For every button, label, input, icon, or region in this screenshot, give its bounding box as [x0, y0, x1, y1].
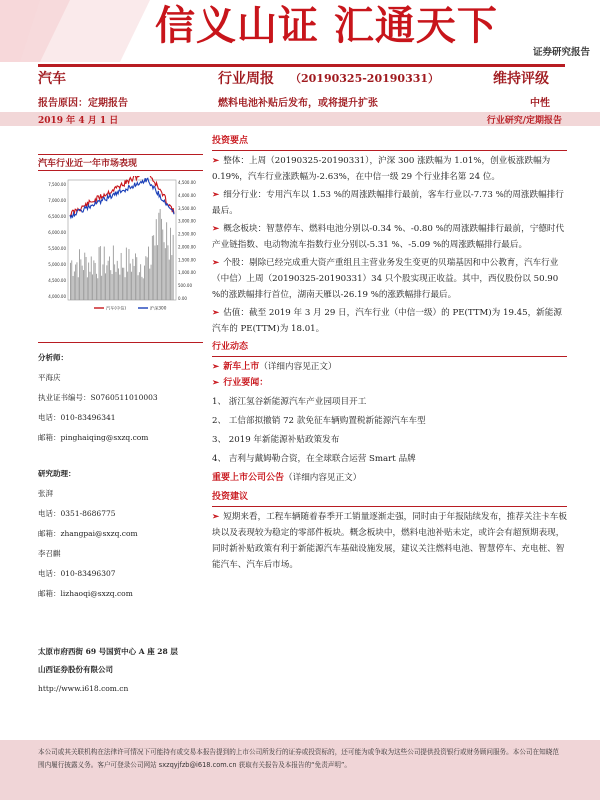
company-address: 太原市府西街 69 号国贸中心 A 座 28 层 — [38, 647, 178, 656]
volume-bar — [100, 246, 101, 300]
volume-bar — [95, 263, 96, 300]
y-left-tick: 4,000.00 — [48, 294, 66, 299]
volume-bar — [90, 272, 91, 300]
volume-bar — [104, 247, 105, 300]
y-right-tick: 2,500.00 — [178, 231, 196, 237]
assistant1-name: 张湃 — [38, 489, 53, 498]
assistant1-phone: 电话：0351-8686775 — [38, 509, 116, 518]
volume-bar — [134, 266, 135, 300]
volume-bar — [119, 275, 120, 300]
volume-bar — [108, 261, 109, 300]
header-rule — [38, 64, 565, 67]
volume-bar — [70, 263, 71, 300]
section-industry-news: 行业动态 — [212, 342, 249, 352]
volume-bar — [82, 266, 83, 300]
volume-bar — [158, 213, 159, 300]
volume-bar — [88, 263, 89, 300]
bullet-overall: ➢ 整体：上周（20190325-20190331），沪深 300 涨跌幅为 1.01%，创业板涨跌幅为 0.19%，汽车行业涨跌幅为-2.63%，在中信一级 29 个行业排名第 24 位。 — [212, 156, 551, 182]
y-right-tick: 4,000.00 — [178, 192, 196, 198]
assistant1-email[interactable]: 邮箱：zhangpai@sxzq.com — [38, 529, 138, 538]
company-name: 山西证券股份有限公司 — [38, 665, 113, 674]
volume-bar — [110, 270, 111, 300]
volume-bar — [131, 272, 132, 300]
volume-bar — [169, 260, 170, 300]
y-right-tick: 0.00 — [178, 296, 187, 301]
volume-bar — [153, 235, 154, 300]
bullet-valuation: ➢ 估值：截至 2019 年 3 月 29 日，汽车行业（中信一级）的 PE(TTM)为 19.45，新能源汽车的 PE(TTM)为 18.01。 — [212, 308, 562, 334]
volume-bar — [138, 275, 139, 300]
volume-bar — [97, 278, 98, 300]
volume-bar — [126, 248, 127, 300]
volume-bar — [101, 276, 102, 300]
new-car-link[interactable]: 新车上市 — [223, 362, 260, 372]
volume-bar — [164, 242, 165, 300]
volume-bar — [106, 265, 107, 300]
volume-bar — [170, 228, 171, 300]
y-left-tick: 7,000.00 — [48, 198, 66, 203]
volume-bar — [136, 257, 137, 300]
y-left-tick: 5,500.00 — [48, 246, 66, 251]
assistant2-phone: 电话：010-83496307 — [38, 569, 116, 578]
market-performance-chart — [38, 176, 206, 326]
bullet-stocks: ➢ 个股：剔除已经完成重大资产重组且主营业务发生变更的贝瑞基因和中公教育，汽车行业（中信）上周（20190325-20190331）34 只个股实现正收益。其中，西仪股份以 50.90 %的涨跌幅排行首位，湖南天雁以-26.19 %的涨跌幅排行最后。 — [212, 258, 559, 300]
assistant2-name: 李召麒 — [38, 549, 61, 558]
arrow-icon: ➢ — [212, 362, 220, 372]
section-rule — [212, 506, 567, 507]
y-right-tick: 3,000.00 — [178, 218, 196, 224]
assistant2-email[interactable]: 邮箱：lizhaoqi@sxzq.com — [38, 589, 133, 598]
analyst-rule — [38, 342, 203, 343]
volume-bar — [162, 230, 163, 300]
arrow-icon: ➢ — [212, 378, 220, 388]
volume-bar — [84, 253, 85, 300]
arrow-icon: ➢ — [212, 224, 220, 234]
y-right-tick: 1,500.00 — [178, 257, 196, 263]
volume-bar — [129, 249, 130, 300]
arrow-icon: ➢ — [212, 190, 220, 200]
y-left-tick: 5,000.00 — [48, 262, 66, 267]
volume-bar — [75, 264, 76, 300]
volume-bar — [91, 256, 92, 300]
industry-name: 汽车 — [38, 71, 66, 87]
brand-slogan: 信义山证 汇通天下 — [155, 3, 498, 49]
volume-bar — [93, 260, 94, 300]
volume-bar — [114, 264, 115, 300]
rating-label: 维持评级 — [493, 71, 549, 87]
volume-bar — [112, 274, 113, 300]
volume-bar — [147, 257, 148, 300]
volume-bar — [73, 276, 74, 300]
volume-bar — [79, 249, 80, 300]
volume-bar — [74, 271, 75, 300]
chart-top-rule — [38, 154, 203, 155]
arrow-icon: ➢ — [212, 258, 220, 268]
volume-bar — [117, 261, 118, 300]
volume-bar — [96, 274, 97, 300]
y-left-tick: 4,500.00 — [48, 278, 66, 283]
analyst-license: 执业证书编号：S0760511010003 — [38, 393, 158, 402]
report-date: 2019 年 4 月 1 日 — [38, 116, 119, 126]
report-headline: 燃料电池补贴后发布，或将提升扩张 — [218, 98, 378, 109]
volume-bar — [132, 259, 133, 300]
series-line-auto — [70, 176, 174, 216]
volume-bar — [109, 256, 110, 300]
volume-bar — [168, 245, 169, 300]
top-banner — [0, 0, 600, 62]
volume-bar — [157, 245, 158, 300]
volume-bar — [161, 219, 162, 300]
y-right-tick: 500.00 — [178, 283, 192, 289]
disclaimer-footer — [0, 740, 600, 800]
legend-label: 沪深300 — [150, 305, 167, 311]
analyst-phone: 电话：010-83496341 — [38, 413, 116, 422]
volume-bar — [152, 236, 153, 300]
volume-bar — [139, 272, 140, 300]
volume-bar — [71, 260, 72, 300]
section-investment-advice: 投资建议 — [212, 492, 249, 502]
arrow-icon: ➢ — [212, 512, 220, 522]
volume-bar — [165, 248, 166, 300]
date-band — [0, 112, 600, 126]
volume-bar — [123, 268, 124, 300]
volume-bar — [135, 253, 136, 300]
volume-bar — [118, 268, 119, 300]
report-period: （20190325-20190331） — [290, 72, 440, 85]
volume-bar — [140, 264, 141, 300]
section-rule — [212, 150, 567, 151]
y-left-tick: 6,000.00 — [48, 230, 66, 235]
new-car-line: ➢ 新车上市（详细内容见正文） — [212, 362, 337, 372]
y-left-tick: 7,500.00 — [48, 182, 66, 187]
volume-bar — [99, 247, 100, 300]
legend-label: 汽车(中信) — [106, 305, 127, 311]
news-item: 2、 工信部拟撤销 72 款免征车辆购置税新能源汽车车型 — [212, 416, 426, 426]
y-left-tick: 6,500.00 — [48, 214, 66, 219]
volume-bar — [142, 277, 143, 300]
section-investment-points: 投资要点 — [212, 136, 249, 146]
company-announcements-line: 重要上市公司公告（详细内容见正文） — [212, 473, 362, 483]
arrow-icon: ➢ — [212, 308, 220, 318]
volume-bar — [143, 278, 144, 300]
bullet-concept: ➢ 概念板块：智慧停车、燃料电池分别以-0.34 %、-0.80 %的周涨跌幅排行最前，宁德时代产业链指数、电动物流车指数行业分别以-5.31 %、-5.09 %的周涨跌幅排行最后。 — [212, 224, 565, 250]
volume-bar — [78, 277, 79, 300]
report-reason: 报告原因：定期报告 — [38, 98, 128, 109]
volume-bar — [173, 235, 174, 300]
bullet-subsector: ➢ 细分行业：专用汽车以 1.53 %的周涨跌幅排行最前，客车行业以-7.73 %的周涨跌幅排行最后。 — [212, 190, 564, 216]
volume-bar — [86, 257, 87, 300]
advice-paragraph: ➢ 短期来看，工程车辆随着春季开工销量逐渐走强，同时由于年报陆续发布，推荐关注卡车板块以及表现较为稳定的零部件板块。概念板块中，燃料电池补贴未定，或许会有超预期表现，同时新补贴政策有利于新能源汽车基础设施发展，建议关注燃料电池、智慧停车、充电桩、智能汽车、汽车后市场。 — [212, 512, 567, 570]
section-rule — [212, 356, 567, 357]
news-item: 3、 2019 年新能源补贴政策发布 — [212, 435, 340, 445]
volume-bar — [125, 277, 126, 300]
arrow-icon: ➢ — [212, 156, 220, 166]
volume-bar — [105, 273, 106, 300]
analyst-heading: 分析师： — [38, 353, 68, 362]
y-right-tick: 2,000.00 — [178, 244, 196, 250]
volume-bar — [160, 209, 161, 300]
volume-bar — [156, 219, 157, 300]
report-kind-label: 证券研究报告 — [532, 47, 590, 58]
report-type: 行业研究/定期报告 — [486, 116, 562, 126]
volume-bar — [103, 264, 104, 300]
volume-bar — [121, 253, 122, 300]
volume-bar — [130, 264, 131, 300]
volume-bar — [122, 268, 123, 300]
volume-bar — [80, 259, 81, 300]
chart-bottom-rule — [38, 170, 203, 171]
rating-value: 中性 — [530, 98, 550, 109]
company-website[interactable]: http://www.i618.com.cn — [38, 684, 129, 693]
volume-bar — [148, 247, 149, 300]
disclaimer-text: 本公司或其关联机构在法律许可情况下可能持有或交易本报告提到的上市公司所发行的证券或投资标的，还可能为或争取为这些公司提供投资银行或财务顾问服务。本公司在知晓范围内履行披露义务。客户可登录公司网站 sxzqyjfzb@i618.com.cn 获取有关报告及本报告的“免责声明”。 — [38, 748, 559, 769]
volume-bar — [155, 245, 156, 300]
volume-bar — [113, 246, 114, 300]
assistant-heading: 研究助理： — [38, 469, 76, 478]
analyst-email[interactable]: 邮箱：pinghaiqing@sxzq.com — [38, 433, 149, 442]
y-right-tick: 3,500.00 — [178, 205, 196, 211]
analyst-name: 平海庆 — [38, 373, 61, 382]
volume-bar — [171, 255, 172, 300]
volume-bar — [87, 277, 88, 300]
y-right-tick: 4,500.00 — [178, 180, 196, 185]
volume-bar — [145, 256, 146, 300]
volume-bar — [149, 269, 150, 300]
main-content — [212, 133, 567, 573]
news-item: 1、 浙江氢谷新能源汽车产业园项目开工 — [212, 397, 367, 407]
news-title-line: ➢ 行业要闻： — [212, 378, 269, 388]
volume-bar — [144, 266, 145, 300]
report-series: 行业周报 — [218, 71, 274, 87]
company-announcements-link[interactable]: 重要上市公司公告 — [212, 473, 285, 483]
news-item: 4、 吉利与戴姆勒合资，在全球联合运营 Smart 品牌 — [212, 454, 416, 464]
volume-bar — [151, 265, 152, 300]
volume-bar — [166, 222, 167, 300]
volume-bar — [77, 262, 78, 300]
y-right-tick: 1,000.00 — [178, 270, 196, 276]
volume-bar — [127, 272, 128, 300]
volume-bar — [116, 272, 117, 300]
volume-bar — [92, 274, 93, 300]
volume-bar — [83, 270, 84, 300]
chart-title: 汽车行业近一年市场表现 — [38, 159, 138, 169]
